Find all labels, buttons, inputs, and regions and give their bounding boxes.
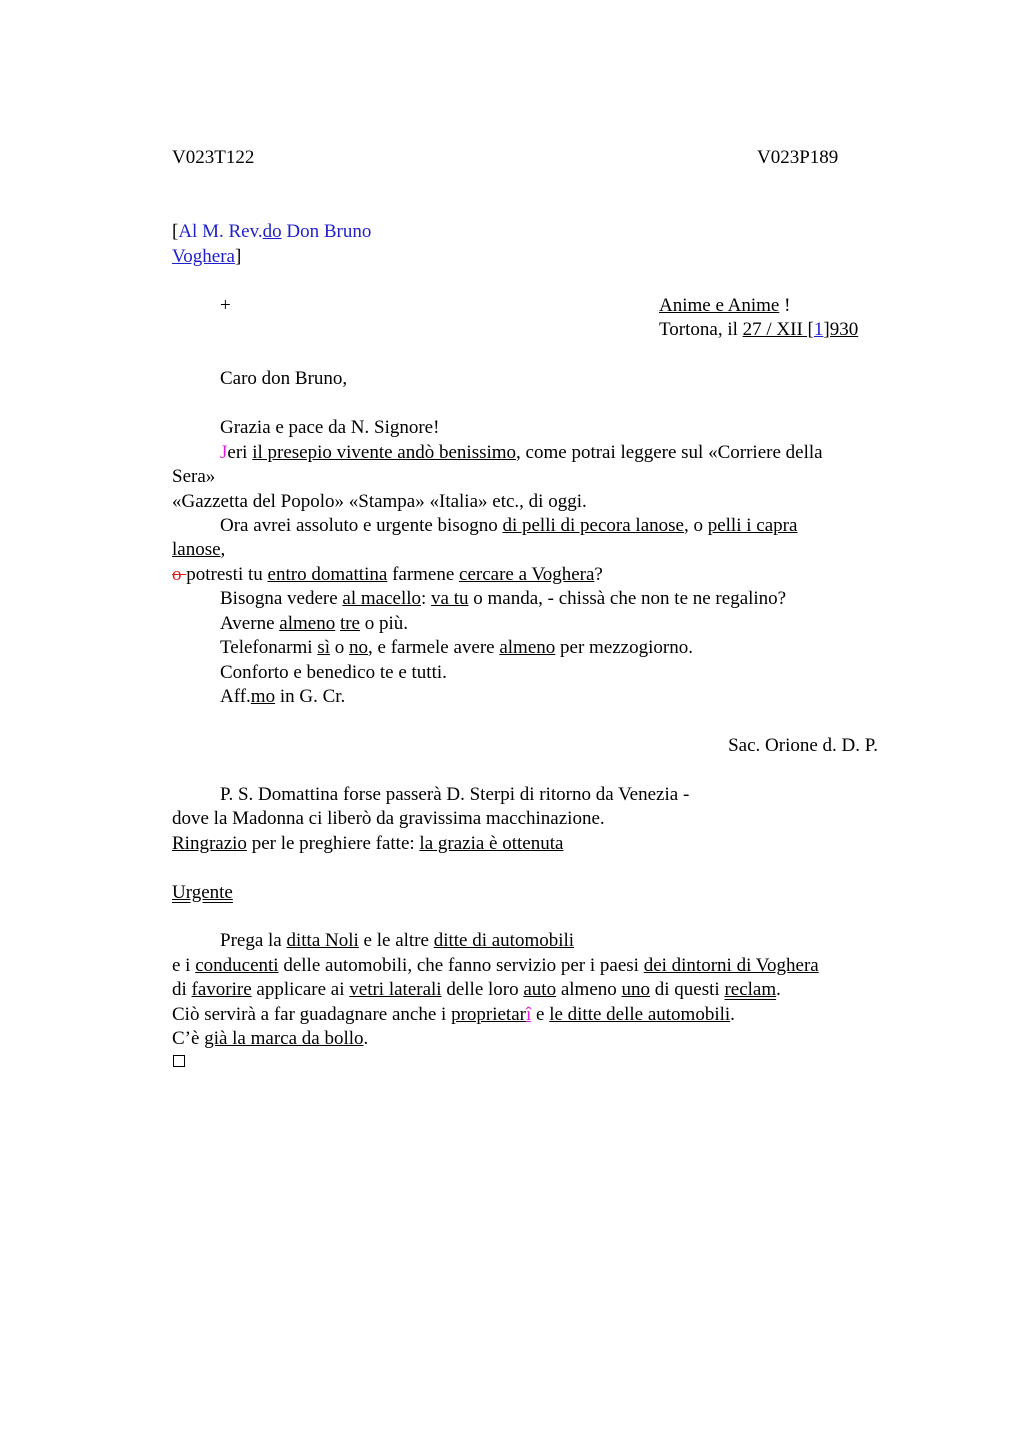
text: . xyxy=(776,979,781,1000)
text: ? xyxy=(594,564,603,585)
body-line-9 xyxy=(220,636,693,660)
double-underlined-text: Urgente xyxy=(172,882,233,903)
body-line-8 xyxy=(220,612,408,636)
text: , xyxy=(220,539,226,560)
date-bracket-digit: 1 xyxy=(813,319,824,340)
greeting: Grazia e pace da N. Signore! xyxy=(220,417,440,438)
text: , e farmele avere xyxy=(368,637,500,658)
text: delle automobili, che fanno servizio per i paesi xyxy=(278,955,644,976)
text: , come potrai leggere sul «Corriere della xyxy=(516,442,823,463)
corrected-letter: î xyxy=(525,1004,532,1025)
underlined-text: dei dintorni di Voghera xyxy=(643,955,819,976)
postscript-line-2: dove la Madonna ci liberò da gravissima macchinazione. xyxy=(172,808,605,829)
body-line-6 xyxy=(172,563,603,587)
text: Aff. xyxy=(220,686,251,707)
text: di xyxy=(172,979,192,1000)
underlined-text: la grazia è ottenuta xyxy=(419,833,564,854)
underlined-text: il presepio vivente andò benissimo xyxy=(252,442,517,463)
text: : xyxy=(421,588,432,609)
place-prefix: Tortona, il xyxy=(659,319,743,340)
urgent-line-4 xyxy=(172,1003,735,1027)
text: o manda, - chissà che non te ne regalino? xyxy=(468,588,787,609)
address-line-1 xyxy=(172,220,371,244)
underlined-text: va tu xyxy=(431,588,469,609)
document-code-right: V023P189 xyxy=(757,147,839,168)
text: Prega la xyxy=(220,930,287,951)
underlined-text: no xyxy=(349,637,369,658)
underlined-text: di pelli di pecora lanose xyxy=(502,515,684,536)
text: Ciò servirà a far guadagnare anche i xyxy=(172,1004,452,1025)
underlined-text: già la marca da bollo xyxy=(204,1028,364,1049)
text: , o xyxy=(683,515,708,536)
cross-symbol: + xyxy=(220,295,231,316)
body-line-5 xyxy=(172,538,225,562)
postscript-line-1: P. S. Domattina forse passerà D. Sterpi di ritorno da Venezia - xyxy=(220,784,690,805)
body-line-3: «Gazzetta del Popolo» «Stampa» «Italia» etc., di oggi. xyxy=(172,491,587,512)
underlined-text: sì xyxy=(317,637,331,658)
text: Telefonarmi xyxy=(220,637,318,658)
underlined-text: Ringrazio xyxy=(172,833,247,854)
struck-text: o xyxy=(172,564,187,585)
text: di questi xyxy=(650,979,725,1000)
motto xyxy=(659,294,790,318)
text: o più. xyxy=(360,613,409,634)
underlined-text: almeno xyxy=(279,613,336,634)
body-line-1 xyxy=(220,441,823,465)
urgent-line-1 xyxy=(220,929,574,953)
initial-letter: J xyxy=(220,442,228,463)
salutation: Caro don Bruno, xyxy=(220,368,348,389)
urgent-line-5 xyxy=(172,1027,368,1051)
address-part-2: do xyxy=(262,221,282,242)
underlined-text: cercare a Voghera xyxy=(459,564,595,585)
underlined-text: proprietar xyxy=(451,1004,526,1025)
text: eri xyxy=(227,442,253,463)
signature: Sac. Orione d. D. P. xyxy=(728,735,878,756)
underlined-text: almeno xyxy=(499,637,556,658)
underlined-text: entro domattina xyxy=(267,564,388,585)
body-line-7 xyxy=(220,587,786,611)
text: delle loro xyxy=(441,979,524,1000)
underlined-text: ditta Noli xyxy=(286,930,359,951)
underlined-text: le ditte delle automobili xyxy=(549,1004,731,1025)
body-line-10: Conforto e benedico te e tutti. xyxy=(220,662,447,683)
address-close-bracket: ] xyxy=(234,246,242,267)
text: per le preghiere fatte: xyxy=(246,833,420,854)
underlined-text: favorire xyxy=(191,979,252,1000)
motto-end: ! xyxy=(779,295,791,316)
underlined-text: vetri laterali xyxy=(349,979,442,1000)
double-underlined-text: reclam xyxy=(724,979,777,1000)
underlined-text: uno xyxy=(621,979,651,1000)
end-of-document-box-icon xyxy=(173,1055,185,1067)
text: . xyxy=(730,1004,735,1025)
urgent-line-2 xyxy=(172,954,819,978)
address-part-1: Al M. Rev. xyxy=(178,221,263,242)
text: . xyxy=(363,1028,369,1049)
body-line-4 xyxy=(220,514,797,538)
address-part-3: Don Bruno xyxy=(281,221,372,242)
text: per mezzogiorno. xyxy=(555,637,693,658)
text: e le altre xyxy=(358,930,434,951)
body-line-11 xyxy=(220,685,345,709)
text: almeno xyxy=(556,979,622,1000)
body-line-2: Sera» xyxy=(172,466,216,487)
text: applicare ai xyxy=(251,979,350,1000)
motto-text: Anime e Anime xyxy=(659,295,780,316)
underlined-text: ditte di automobili xyxy=(433,930,575,951)
postscript-line-3 xyxy=(172,832,563,856)
date-end: ]930 xyxy=(823,319,859,340)
text: C’è xyxy=(172,1028,205,1049)
underlined-text: conducenti xyxy=(195,955,279,976)
document-code-left: V023T122 xyxy=(172,147,255,168)
text: Ora avrei assoluto e urgente bisogno xyxy=(220,515,503,536)
text: farmene xyxy=(387,564,460,585)
underlined-text: pelli i capra xyxy=(707,515,798,536)
underlined-text: tre xyxy=(339,613,360,634)
text: Bisogna vedere xyxy=(220,588,343,609)
place-date xyxy=(659,318,858,342)
urgent-line-3 xyxy=(172,978,781,1002)
text: e i xyxy=(172,955,196,976)
underlined-text: auto xyxy=(523,979,557,1000)
text: e xyxy=(531,1004,550,1025)
underlined-text: mo xyxy=(250,686,276,707)
text: Averne xyxy=(220,613,280,634)
address-open-bracket: [ xyxy=(172,221,179,242)
underlined-text: al macello xyxy=(342,588,422,609)
address-city: Voghera xyxy=(172,246,235,267)
urgent-title xyxy=(172,881,233,905)
text: potresti tu xyxy=(186,564,268,585)
text: o xyxy=(330,637,350,658)
underlined-text: lanose xyxy=(172,539,221,560)
text: in G. Cr. xyxy=(275,686,346,707)
date-day: 27 / XII [ xyxy=(742,319,814,340)
address-line-2 xyxy=(172,245,241,269)
